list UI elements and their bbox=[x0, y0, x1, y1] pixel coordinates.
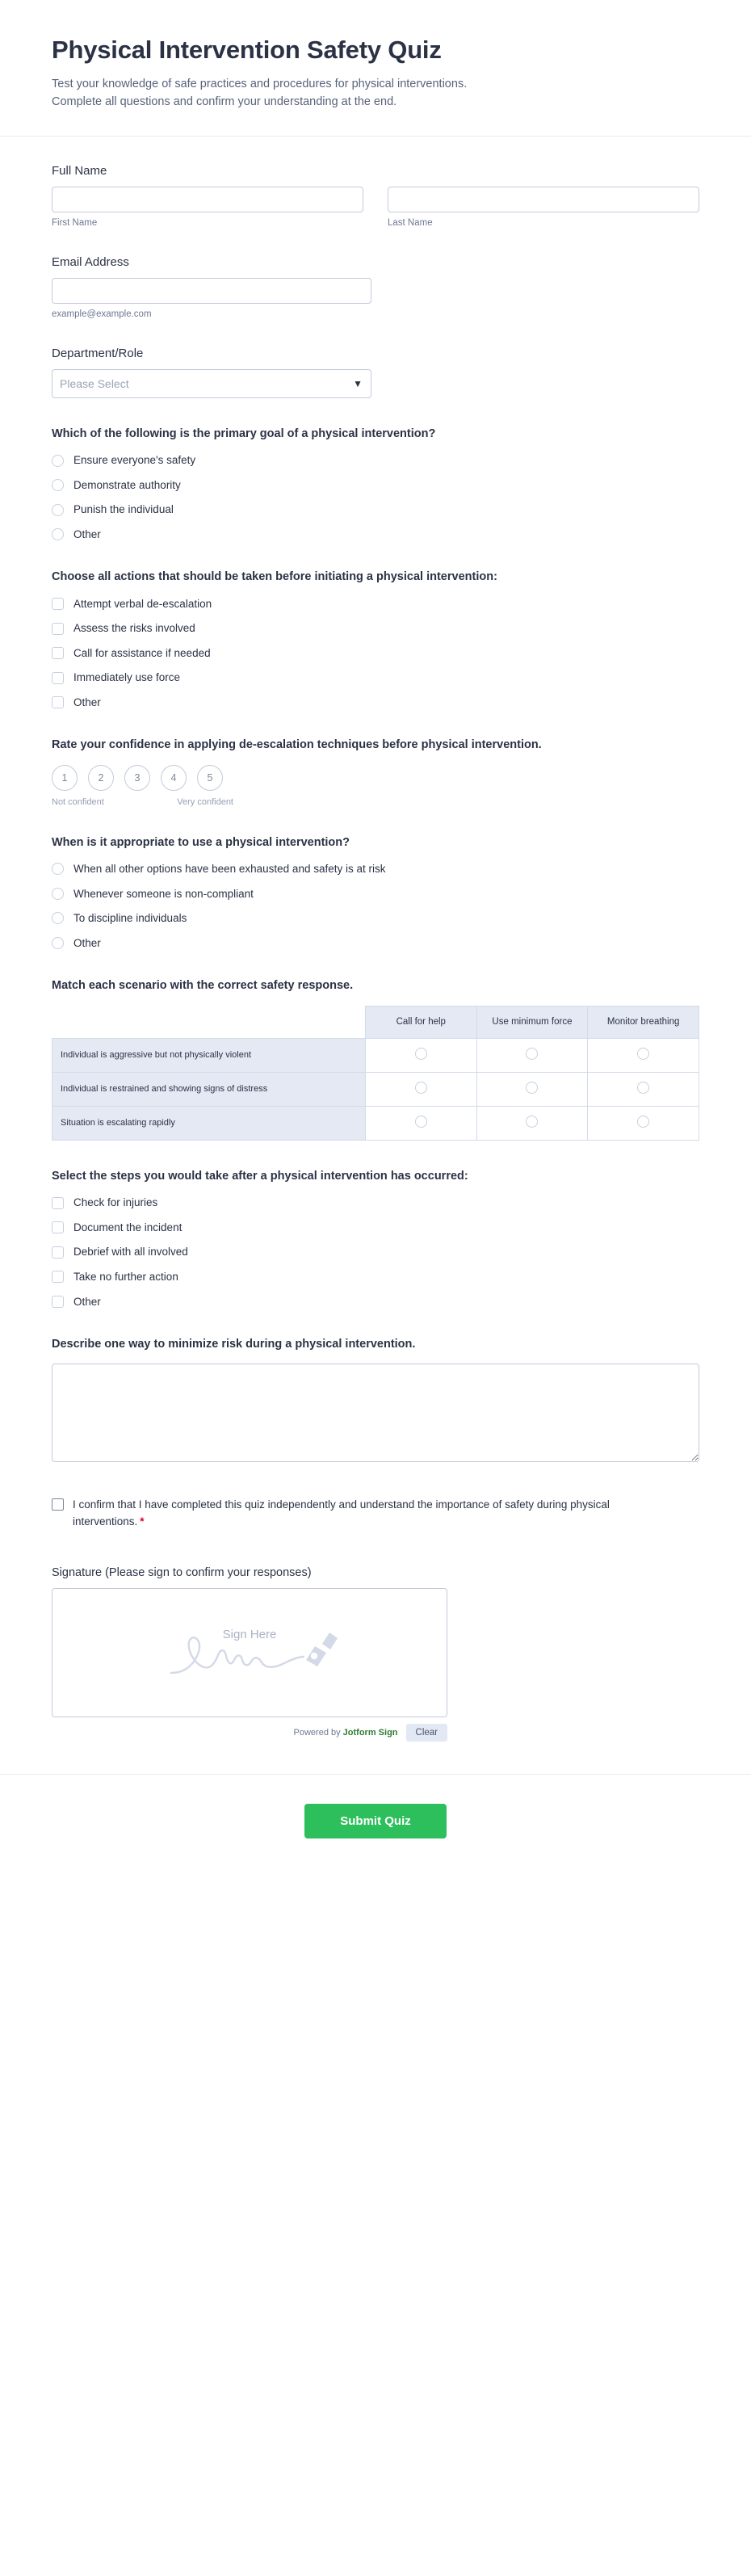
question-matrix-label: Match each scenario with the correct safety response. bbox=[52, 979, 354, 993]
form-subtitle bbox=[52, 75, 698, 111]
radio-icon[interactable] bbox=[52, 479, 64, 491]
matrix-corner-cell bbox=[52, 1006, 366, 1039]
checkbox-icon[interactable] bbox=[52, 1221, 64, 1233]
radio-icon[interactable] bbox=[415, 1082, 427, 1094]
submit-button[interactable]: Submit Quiz bbox=[304, 1804, 447, 1838]
checkbox-option-label: Immediately use force bbox=[73, 671, 181, 684]
first-name-input[interactable] bbox=[52, 187, 363, 212]
matrix-table-wrap bbox=[52, 1006, 699, 1141]
table-row bbox=[52, 1039, 699, 1073]
email-sublabel: example@example.com bbox=[52, 309, 152, 319]
matrix-head bbox=[52, 1006, 699, 1039]
first-name-col bbox=[52, 187, 363, 228]
checkbox-option-label: Other bbox=[73, 1295, 101, 1308]
scale-option-2[interactable]: 2 bbox=[88, 765, 114, 791]
question-before-actions-label: Choose all actions that should be taken before initiating a physical intervention: bbox=[52, 570, 497, 584]
pen-nib-icon bbox=[306, 1633, 338, 1666]
radio-option-label: Other bbox=[73, 936, 101, 949]
radio-icon[interactable] bbox=[52, 528, 64, 540]
radio-icon[interactable] bbox=[52, 912, 64, 924]
radio-option-other[interactable] bbox=[52, 527, 699, 542]
matrix-body bbox=[52, 1039, 699, 1141]
question-describe bbox=[52, 1336, 699, 1466]
matrix-cell[interactable] bbox=[365, 1107, 476, 1141]
checkbox-icon[interactable] bbox=[52, 696, 64, 708]
checkbox-option[interactable] bbox=[52, 1221, 699, 1235]
radio-icon[interactable] bbox=[52, 863, 64, 875]
confidence-scale bbox=[52, 765, 699, 791]
checkbox-option-label: Attempt verbal de-escalation bbox=[73, 597, 212, 610]
radio-icon[interactable] bbox=[637, 1048, 649, 1060]
matrix-cell[interactable] bbox=[588, 1039, 699, 1073]
question-confidence-label: Rate your confidence in applying de-escalation techniques before physical intervention. bbox=[52, 738, 542, 752]
department-label: Department/Role bbox=[52, 346, 144, 360]
scale-low-label: Not confident bbox=[52, 796, 104, 807]
radio-option[interactable] bbox=[52, 453, 699, 468]
matrix-column-header: Use minimum force bbox=[476, 1006, 588, 1039]
form-body bbox=[0, 137, 751, 1742]
scale-option-5[interactable]: 5 bbox=[197, 765, 223, 791]
radio-icon[interactable] bbox=[415, 1116, 427, 1128]
consent-field bbox=[52, 1497, 699, 1531]
question-after-steps-label: Select the steps you would take after a physical intervention has occurred: bbox=[52, 1170, 468, 1183]
signature-footer bbox=[52, 1724, 447, 1742]
scale-option-4[interactable]: 4 bbox=[161, 765, 187, 791]
when-appropriate-options bbox=[52, 862, 699, 950]
after-steps-options bbox=[52, 1196, 699, 1309]
radio-icon[interactable] bbox=[52, 888, 64, 900]
table-row bbox=[52, 1073, 699, 1107]
full-name-row bbox=[52, 187, 699, 228]
checkbox-icon[interactable] bbox=[52, 647, 64, 659]
department-select[interactable] bbox=[52, 369, 371, 398]
consent-row[interactable] bbox=[52, 1497, 699, 1531]
question-when-appropriate-label: When is it appropriate to use a physical intervention? bbox=[52, 835, 350, 849]
question-describe-label: Describe one way to minimize risk during a physical intervention. bbox=[52, 1338, 416, 1351]
question-primary-goal-label: Which of the following is the primary goal of a physical intervention? bbox=[52, 427, 436, 440]
matrix-column-header: Monitor breathing bbox=[588, 1006, 699, 1039]
checkbox-option-label: Document the incident bbox=[73, 1221, 183, 1233]
radio-option[interactable] bbox=[52, 887, 699, 901]
radio-option[interactable] bbox=[52, 862, 699, 876]
matrix-cell[interactable] bbox=[476, 1107, 588, 1141]
checkbox-icon[interactable] bbox=[52, 1296, 64, 1308]
checkbox-option-label: Other bbox=[73, 695, 101, 708]
scale-legend bbox=[52, 797, 233, 807]
question-when-appropriate bbox=[52, 834, 699, 950]
matrix-cell[interactable] bbox=[476, 1039, 588, 1073]
last-name-sublabel: Last Name bbox=[388, 217, 433, 228]
radio-option[interactable] bbox=[52, 478, 699, 493]
department-select-wrap bbox=[52, 369, 371, 398]
radio-option[interactable] bbox=[52, 911, 699, 926]
signature-squiggle-icon bbox=[157, 1613, 342, 1686]
page-title: Physical Intervention Safety Quiz bbox=[52, 36, 442, 64]
email-field bbox=[52, 255, 699, 319]
question-primary-goal bbox=[52, 426, 699, 541]
sign-here-text: Sign Here bbox=[222, 1628, 277, 1642]
radio-icon[interactable] bbox=[526, 1048, 538, 1060]
radio-icon[interactable] bbox=[637, 1116, 649, 1128]
scale-high-label: Very confident bbox=[177, 796, 233, 807]
email-input[interactable] bbox=[52, 278, 371, 304]
matrix-row-header: Situation is escalating rapidly bbox=[52, 1107, 366, 1141]
first-name-sublabel: First Name bbox=[52, 217, 98, 228]
radio-icon[interactable] bbox=[526, 1082, 538, 1094]
checkbox-icon[interactable] bbox=[52, 623, 64, 635]
radio-option-label: When all other options have been exhausted and safety is at risk bbox=[73, 863, 386, 876]
matrix-column-header: Call for help bbox=[365, 1006, 476, 1039]
radio-option-other[interactable] bbox=[52, 936, 699, 951]
consent-label bbox=[73, 1497, 638, 1531]
consent-checkbox-icon[interactable] bbox=[52, 1498, 64, 1511]
checkbox-option-label: Call for assistance if needed bbox=[73, 646, 211, 659]
checkbox-option[interactable] bbox=[52, 670, 699, 685]
checkbox-option-label: Assess the risks involved bbox=[73, 622, 195, 635]
radio-icon[interactable] bbox=[52, 455, 64, 467]
submit-area bbox=[0, 1775, 751, 1874]
required-asterisk: * bbox=[140, 1515, 145, 1528]
radio-option-label: Demonstrate authority bbox=[73, 478, 181, 491]
checkbox-option-other[interactable] bbox=[52, 695, 699, 710]
form-subtitle-line2: Complete all questions and confirm your understanding at the end. bbox=[52, 95, 397, 109]
radio-option-label: Ensure everyone's safety bbox=[73, 454, 196, 467]
checkbox-option-label: Take no further action bbox=[73, 1270, 178, 1283]
checkbox-option[interactable] bbox=[52, 597, 699, 611]
primary-goal-options bbox=[52, 453, 699, 541]
radio-icon[interactable] bbox=[52, 504, 64, 516]
checkbox-option[interactable] bbox=[52, 1245, 699, 1259]
question-after-steps bbox=[52, 1168, 699, 1309]
form-subtitle-line1: Test your knowledge of safe practices and procedures for physical interventions. bbox=[52, 78, 468, 90]
matrix-cell[interactable] bbox=[365, 1073, 476, 1107]
checkbox-icon[interactable] bbox=[52, 1197, 64, 1209]
matrix-cell[interactable] bbox=[588, 1107, 699, 1141]
last-name-input[interactable] bbox=[388, 187, 699, 212]
checkbox-option-label: Debrief with all involved bbox=[73, 1246, 188, 1259]
question-before-actions bbox=[52, 569, 699, 709]
radio-icon[interactable] bbox=[526, 1116, 538, 1128]
last-name-col bbox=[388, 187, 699, 228]
describe-textarea[interactable] bbox=[52, 1364, 699, 1462]
radio-icon[interactable] bbox=[415, 1048, 427, 1060]
checkbox-icon[interactable] bbox=[52, 598, 64, 610]
powered-by-label bbox=[294, 1728, 398, 1738]
jotform-sign-brand: Jotform Sign bbox=[342, 1728, 398, 1738]
scale-option-1[interactable]: 1 bbox=[52, 765, 78, 791]
checkbox-option-other[interactable] bbox=[52, 1295, 699, 1309]
email-label: Email Address bbox=[52, 254, 129, 269]
signature-field bbox=[52, 1566, 699, 1742]
radio-icon[interactable] bbox=[52, 937, 64, 949]
consent-text: I confirm that I have completed this quiz independently and understand the importance of safety during physical interventions. bbox=[73, 1498, 610, 1528]
matrix-cell[interactable] bbox=[365, 1039, 476, 1073]
radio-option-label: Punish the individual bbox=[73, 503, 174, 516]
department-field bbox=[52, 347, 699, 398]
matrix-row-header: Individual is aggressive but not physically violent bbox=[52, 1039, 366, 1073]
checkbox-option[interactable] bbox=[52, 621, 699, 636]
radio-icon[interactable] bbox=[637, 1082, 649, 1094]
before-actions-options bbox=[52, 597, 699, 710]
scale-option-3[interactable]: 3 bbox=[124, 765, 150, 791]
checkbox-option-label: Check for injuries bbox=[73, 1196, 158, 1209]
radio-option-label: Other bbox=[73, 527, 101, 540]
full-name-label: Full Name bbox=[52, 163, 107, 178]
full-name-field bbox=[52, 164, 699, 228]
radio-option-label: Whenever someone is non-compliant bbox=[73, 887, 254, 900]
checkbox-icon[interactable] bbox=[52, 672, 64, 684]
checkbox-icon[interactable] bbox=[52, 1271, 64, 1283]
signature-pad[interactable] bbox=[52, 1588, 447, 1717]
checkbox-icon[interactable] bbox=[52, 1246, 64, 1259]
matrix-table bbox=[52, 1006, 699, 1141]
radio-option-label: To discipline individuals bbox=[73, 912, 187, 925]
matrix-header-row bbox=[52, 1006, 699, 1039]
checkbox-option[interactable] bbox=[52, 646, 699, 661]
form-header bbox=[0, 0, 751, 136]
matrix-cell[interactable] bbox=[476, 1073, 588, 1107]
clear-signature-button[interactable]: Clear bbox=[406, 1724, 447, 1742]
matrix-cell[interactable] bbox=[588, 1073, 699, 1107]
checkbox-option[interactable] bbox=[52, 1196, 699, 1210]
radio-option[interactable] bbox=[52, 502, 699, 517]
signature-label: Signature (Please sign to confirm your responses) bbox=[52, 1566, 312, 1580]
powered-by-prefix: Powered by bbox=[293, 1728, 341, 1738]
question-matrix bbox=[52, 977, 699, 1141]
chevron-down-icon: ▼ bbox=[353, 377, 363, 389]
question-confidence bbox=[52, 737, 699, 806]
table-row bbox=[52, 1107, 699, 1141]
checkbox-option[interactable] bbox=[52, 1270, 699, 1284]
matrix-row-header: Individual is restrained and showing signs of distress bbox=[52, 1073, 366, 1107]
